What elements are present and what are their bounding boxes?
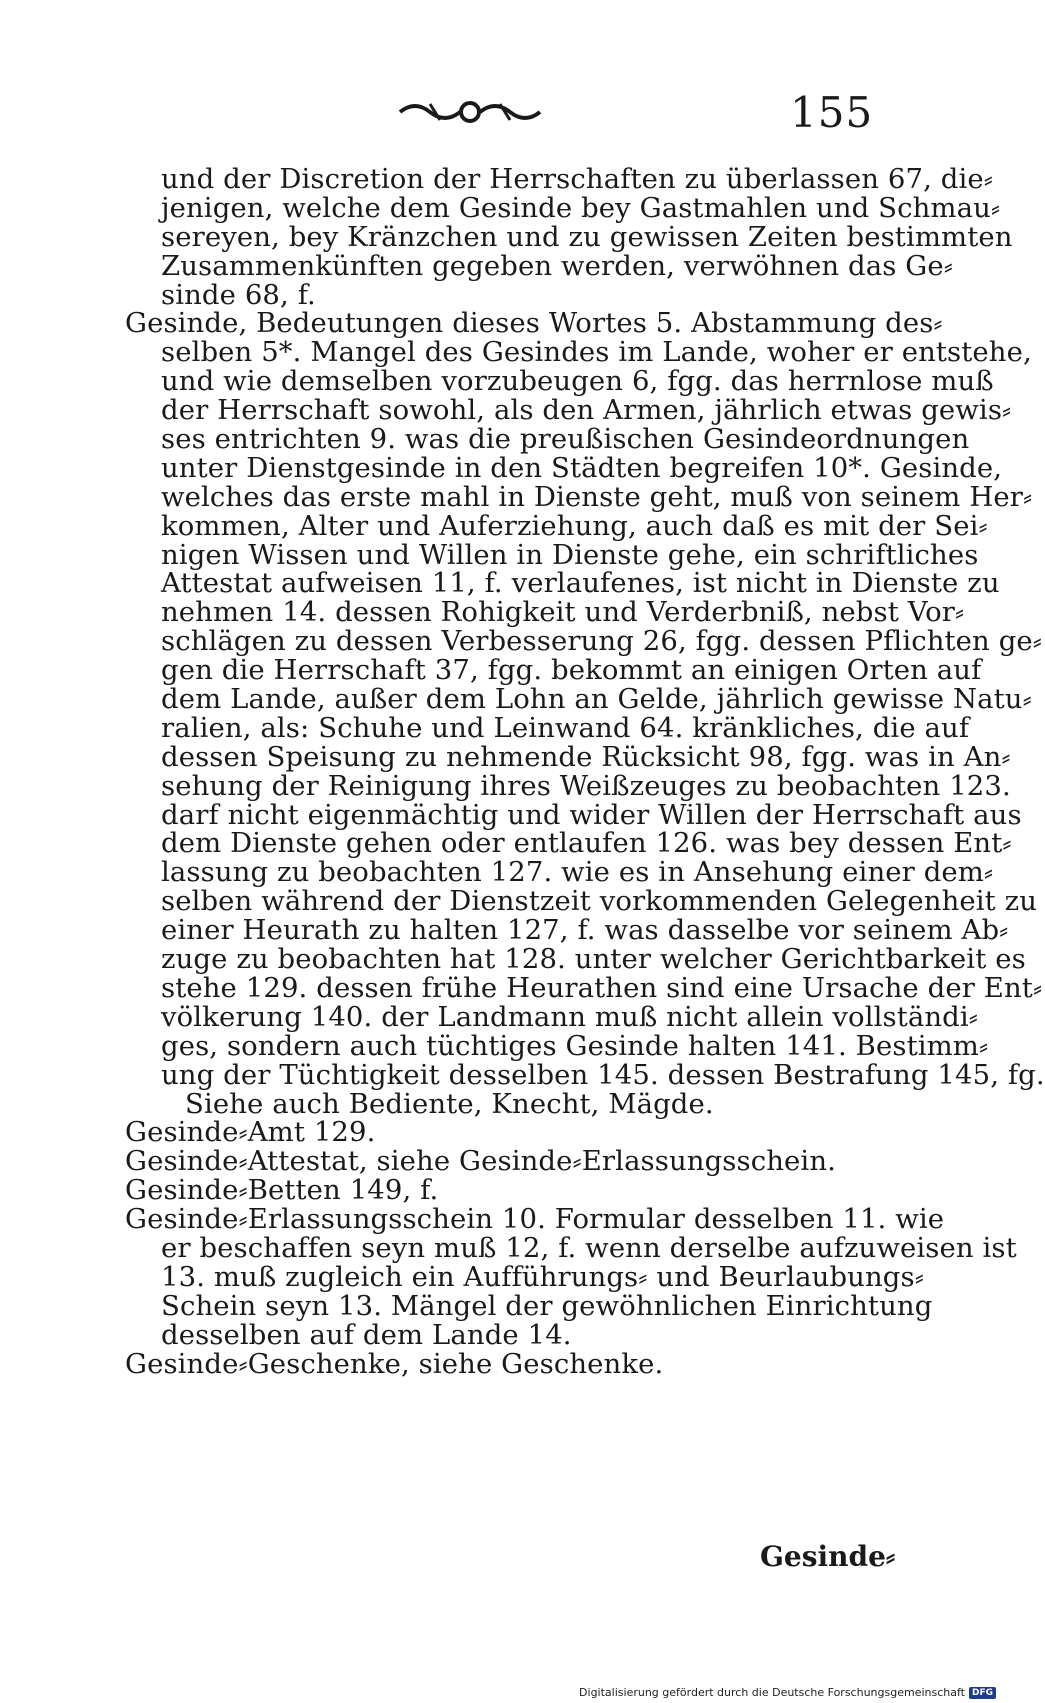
index-text-line: dem Dienste gehen oder entlaufen 126. was bey dessen Ent⸗ (161, 827, 1012, 860)
index-text-block (125, 163, 1045, 1380)
index-text-line: desselben auf dem Lande 14. (161, 1318, 572, 1351)
index-text-line: einer Heurath zu halten 127, f. was dasselbe vor seinem Ab⸗ (161, 914, 1009, 947)
index-text-line: und wie demselben vorzubeugen 6, fgg. das herrnlose muß (161, 365, 994, 398)
index-text-line: welches das erste mahl in Dienste geht, muß von seinem Her⸗ (161, 480, 1033, 513)
footer-text: Digitalisierung gefördert durch die Deutsche Forschungsgemeinschaft (579, 1686, 965, 1699)
index-text-line: sinde 68, f. (161, 278, 316, 311)
index-text-line: selben während der Dienstzeit vorkommenden Gelegenheit zu (161, 885, 1038, 918)
index-text-line: dessen Speisung zu nehmende Rücksicht 98, fgg. was in An⸗ (161, 740, 1011, 773)
index-text-line: ges, sondern auch tüchtiges Gesinde halten 141. Bestimm⸗ (161, 1029, 989, 1062)
index-text-line: nehmen 14. dessen Rohigkeit und Verderbniß, nebst Vor⸗ (161, 596, 965, 629)
index-text-line: völkerung 140. der Landmann muß nicht allein vollständi⸗ (161, 1000, 979, 1033)
index-lemma-line: Gesinde⸗Erlassungsschein 10. Formular desselben 11. wie (125, 1203, 945, 1236)
index-text-line: zuge zu beobachten hat 128. unter welcher Gerichtbarkeit es (161, 943, 1026, 976)
index-text-line: stehe 129. dessen frühe Heurathen sind eine Ursache der Ent⸗ (161, 971, 1043, 1004)
index-text-line: selben 5*. Mangel des Gesindes im Lande, woher er entstehe, (161, 336, 1032, 369)
index-text-line: Schein seyn 13. Mängel der gewöhnlichen Einrichtung (161, 1289, 933, 1322)
index-text-line: gen die Herrschaft 37, fgg. bekommt an einigen Orten auf (161, 654, 982, 687)
index-text-line: ses entrichten 9. was die preußischen Gesindeordnungen (161, 423, 970, 456)
index-lemma-line: Gesinde⸗Amt 129. (125, 1116, 376, 1149)
printer-ornament-icon (395, 92, 545, 132)
catchword: Gesinde⸗ (760, 1540, 896, 1573)
index-text-line: ralien, als: Schuhe und Leinwand 64. kränkliches, die auf (161, 711, 970, 744)
index-text-line: lassung zu beobachten 127. wie es in Ansehung einer dem⸗ (161, 856, 994, 889)
index-text-line: unter Dienstgesinde in den Städten begreifen 10*. Gesinde, (161, 451, 1003, 484)
index-lemma-line: Gesinde⸗Attestat, siehe Gesinde⸗Erlassungsschein. (125, 1145, 836, 1178)
index-text-line: Attestat aufweisen 11, f. verlaufenes, ist nicht in Dienste zu (161, 567, 1000, 600)
index-text-line: nigen Wissen und Willen in Dienste gehe, ein schriftliches (161, 538, 979, 571)
index-lemma-line: Gesinde⸗Betten 149, f. (125, 1174, 439, 1207)
index-text-line: Siehe auch Bediente, Knecht, Mägde. (185, 1087, 714, 1120)
index-text-line: kommen, Alter und Auferziehung, auch daß es mit der Sei⸗ (161, 509, 988, 542)
index-text-line: sereyen, bey Kränzchen und zu gewissen Zeiten bestimmten (161, 220, 1013, 253)
index-text-line: dem Lande, außer dem Lohn an Gelde, jährlich gewisse Natu⸗ (161, 683, 1032, 716)
index-text-line: er beschaffen seyn muß 12, f. wenn derselbe aufzuweisen ist (161, 1231, 1017, 1264)
index-text-line: darf nicht eigenmächtig und wider Willen der Herrschaft aus (161, 798, 1022, 831)
index-text-line: 13. muß zugleich ein Aufführungs⸗ und Beurlaubungs⸗ (161, 1260, 924, 1293)
page-number: 155 (790, 88, 874, 137)
index-text-line: der Herrschaft sowohl, als den Armen, jährlich etwas gewis⸗ (161, 394, 1012, 427)
index-text-line: sehung der Reinigung ihres Weißzeuges zu beobachten 123. (161, 769, 1011, 802)
index-text-line: Zusammenkünften gegeben werden, verwöhnen das Ge⸗ (161, 249, 953, 282)
index-lemma-line: Gesinde, Bedeutungen dieses Wortes 5. Abstammung des⸗ (125, 307, 943, 340)
index-text-line: jenigen, welche dem Gesinde bey Gastmahlen und Schmau⸗ (161, 191, 1001, 224)
dfg-logo: DFG (969, 1687, 996, 1699)
index-text-line: schlägen zu dessen Verbesserung 26, fgg. dessen Pflichten ge⸗ (161, 625, 1043, 658)
index-lemma-line: Gesinde⸗Geschenke, siehe Geschenke. (125, 1347, 664, 1380)
index-text-line: und der Discretion der Herrschaften zu überlassen 67, die⸗ (161, 163, 993, 195)
digitization-footer (579, 1686, 996, 1699)
index-text-line: ung der Tüchtigkeit desselben 145. dessen Bestrafung 145, fg. (161, 1058, 1045, 1091)
